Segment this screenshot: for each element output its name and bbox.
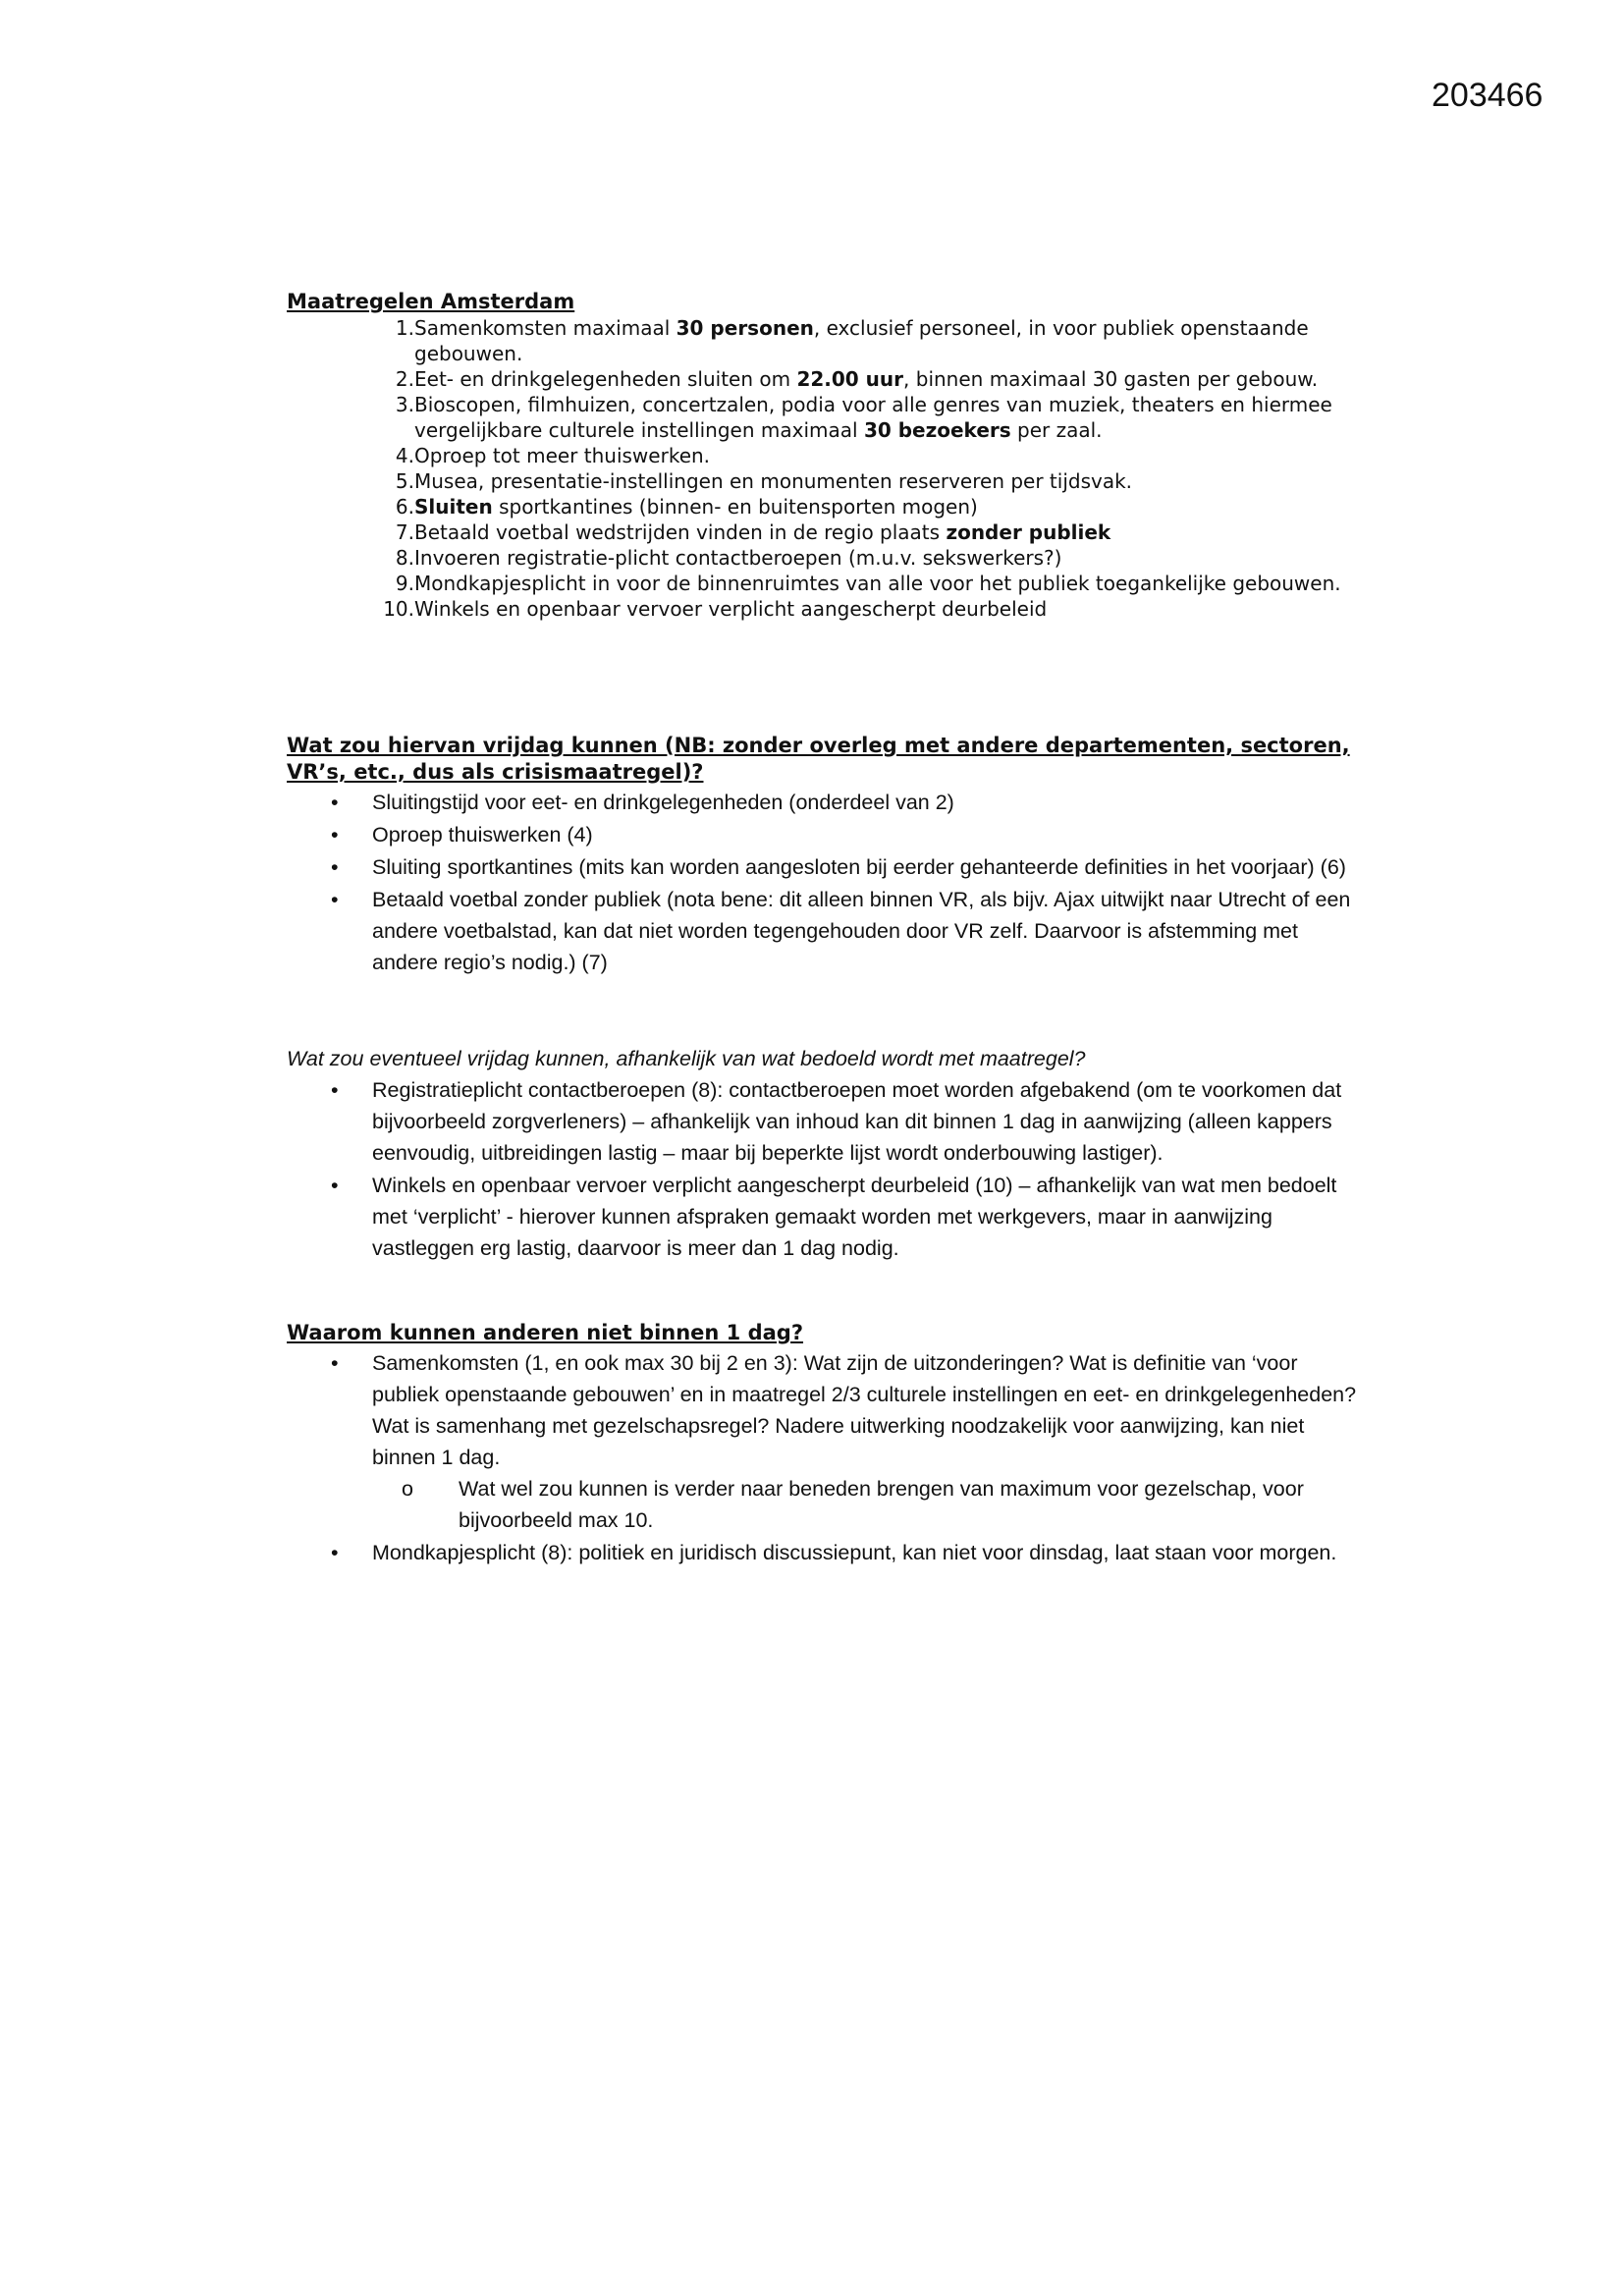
item-text: Sluitingstijd voor eet- en drinkgelegenheden (onderdeel van 2): [372, 791, 954, 814]
item-text: Musea, presentatie-instellingen en monumenten reserveren per tijdsvak.: [414, 469, 1133, 493]
measures-list: [287, 315, 1367, 622]
item-text: Mondkapjesplicht in voor de binnenruimtes van alle voor het publiek toegankelijke gebouwen.: [414, 572, 1341, 595]
item-text: Bioscopen, filmhuizen, concertzalen, podia voor alle genres van muziek, theaters en hiermee vergelijkbare culturele instellingen maximaal: [414, 393, 1332, 442]
item-number: 8.: [395, 546, 414, 570]
section-waarom-niet: [287, 1320, 1367, 1568]
item-number: 1.: [395, 316, 414, 340]
document-number: 203466: [1432, 77, 1543, 114]
item-text: Registratieplicht contactberoepen (8): contactberoepen moet worden afgebakend (om te voorkomen dat bijvoorbeeld zorgverleners) – afhankelijk van inhoud kan dit binnen 1 dag in aanwijzing (alleen kappers eenvoudig, uitbreidingen lastig – maar bij beperkte lijst wordt onderbouwing lastiger).: [372, 1078, 1342, 1165]
item-text: Winkels en openbaar vervoer verplicht aangescherpt deurbeleid (10) – afhankelijk van wat men bedoelt met ‘verplicht’ - hierover kunnen afspraken gemaakt worden met werkgevers, maar in aanwijzing vastleggen erg lastig, daarvoor is meer dan 1 dag nodig.: [372, 1174, 1337, 1260]
item-emphasis: zonder publiek: [946, 520, 1111, 544]
list-item: [287, 1170, 1367, 1264]
section-eventueel-vrijdag: [287, 1044, 1367, 1264]
section-heading: Maatregelen Amsterdam: [287, 290, 575, 313]
section-vrijdag-kunnen: [287, 733, 1367, 978]
bullet-icon: •: [331, 1541, 339, 1564]
item-text: Mondkapjesplicht (8): politiek en juridisch discussiepunt, kan niet voor dinsdag, laat staan voor morgen.: [372, 1541, 1337, 1564]
item-number: 9.: [395, 572, 414, 595]
item-text: Wat wel zou kunnen is verder naar beneden brengen van maximum voor gezelschap, voor bijvoorbeeld max 10.: [459, 1477, 1304, 1532]
item-emphasis: 30 bezoekers: [863, 418, 1011, 442]
list-item: [287, 851, 1367, 883]
list-item: [287, 884, 1367, 978]
item-text: Oproep thuiswerken (4): [372, 823, 593, 847]
item-text: Samenkomsten maximaal: [414, 316, 677, 340]
list-item: [287, 545, 1367, 571]
bullet-list: [287, 1347, 1367, 1568]
bullet-list: [287, 1074, 1367, 1264]
bullet-icon: •: [331, 791, 339, 814]
bullet-icon: •: [331, 888, 339, 911]
item-number: 10.: [383, 597, 414, 621]
list-item: [287, 1537, 1367, 1568]
item-number: 7.: [395, 520, 414, 544]
list-item: [287, 494, 1367, 519]
item-emphasis: Sluiten: [414, 495, 493, 519]
section-heading: Waarom kunnen anderen niet binnen 1 dag?: [287, 1321, 804, 1344]
section-heading: Wat zou hiervan vrijdag kunnen (NB: zonder overleg met andere departementen, sectoren, VR’s, etc., dus als crisismaatregel)?: [287, 734, 1350, 784]
bullet-list: [287, 787, 1367, 978]
item-text: Winkels en openbaar vervoer verplicht aangescherpt deurbeleid: [414, 597, 1048, 621]
sub-list: [372, 1473, 1367, 1536]
item-text: Eet- en drinkgelegenheden sluiten om: [414, 367, 797, 391]
list-item: [287, 392, 1367, 443]
item-text: Betaald voetbal zonder publiek (nota bene: dit alleen binnen VR, als bijv. Ajax uitwijkt naar Utrecht of een andere voetbalstad, kan dat niet worden tegengehouden door VR zelf. Daarvoor is afstemming met andere regio’s nodig.) (7): [372, 888, 1351, 974]
bullet-icon: •: [331, 823, 339, 847]
bullet-icon: •: [331, 1078, 339, 1102]
item-text: Invoeren registratie-plicht contactberoepen (m.u.v. sekswerkers?): [414, 546, 1062, 570]
list-item: [287, 787, 1367, 818]
list-item: [287, 571, 1367, 596]
item-text: Betaald voetbal wedstrijden vinden in de regio plaats: [414, 520, 947, 544]
list-item: [287, 1347, 1367, 1536]
item-number: 2.: [395, 367, 414, 391]
list-item: [287, 366, 1367, 392]
item-text: per zaal.: [1010, 418, 1103, 442]
list-item: [287, 443, 1367, 468]
bullet-icon: •: [331, 855, 339, 879]
bullet-icon: •: [331, 1351, 339, 1375]
section-maatregelen: [287, 289, 1367, 622]
list-item: [287, 519, 1367, 545]
list-item: [287, 819, 1367, 850]
item-number: 3.: [395, 393, 414, 416]
item-text: Sluiting sportkantines (mits kan worden aangesloten bij eerder gehanteerde definities in het voorjaar) (6): [372, 855, 1346, 879]
item-text: , exclusief personeel, in voor publiek openstaande gebouwen.: [414, 316, 1309, 365]
item-number: 6.: [395, 495, 414, 519]
list-item: [287, 1074, 1367, 1169]
section-heading: Wat zou eventueel vrijdag kunnen, afhankelijk van wat bedoeld wordt met maatregel?: [287, 1047, 1086, 1070]
item-text: sportkantines (binnen- en buitensporten mogen): [492, 495, 978, 519]
item-number: 4.: [395, 444, 414, 467]
list-item: [287, 468, 1367, 494]
sub-list-item: [372, 1473, 1367, 1536]
item-text: , binnen maximaal 30 gasten per gebouw.: [903, 367, 1319, 391]
item-text: Oproep tot meer thuiswerken.: [414, 444, 711, 467]
item-number: 5.: [395, 469, 414, 493]
item-emphasis: 30 personen: [676, 316, 814, 340]
list-item: [287, 315, 1367, 366]
item-text: Samenkomsten (1, en ook max 30 bij 2 en 3): Wat zijn de uitzonderingen? Wat is definitie van ‘voor publiek openstaande gebouwen’ en in maatregel 2/3 culturele instellingen en eet- en drinkgelegenheden? Wat is samenhang met gezelschapsregel? Nadere uitwerking noodzakelijk voor aanwijzing, kan niet binnen 1 dag.: [372, 1351, 1357, 1469]
bullet-icon: •: [331, 1174, 339, 1197]
circle-bullet-icon: o: [402, 1477, 413, 1501]
list-item: [287, 596, 1367, 622]
item-emphasis: 22.00 uur: [796, 367, 904, 391]
